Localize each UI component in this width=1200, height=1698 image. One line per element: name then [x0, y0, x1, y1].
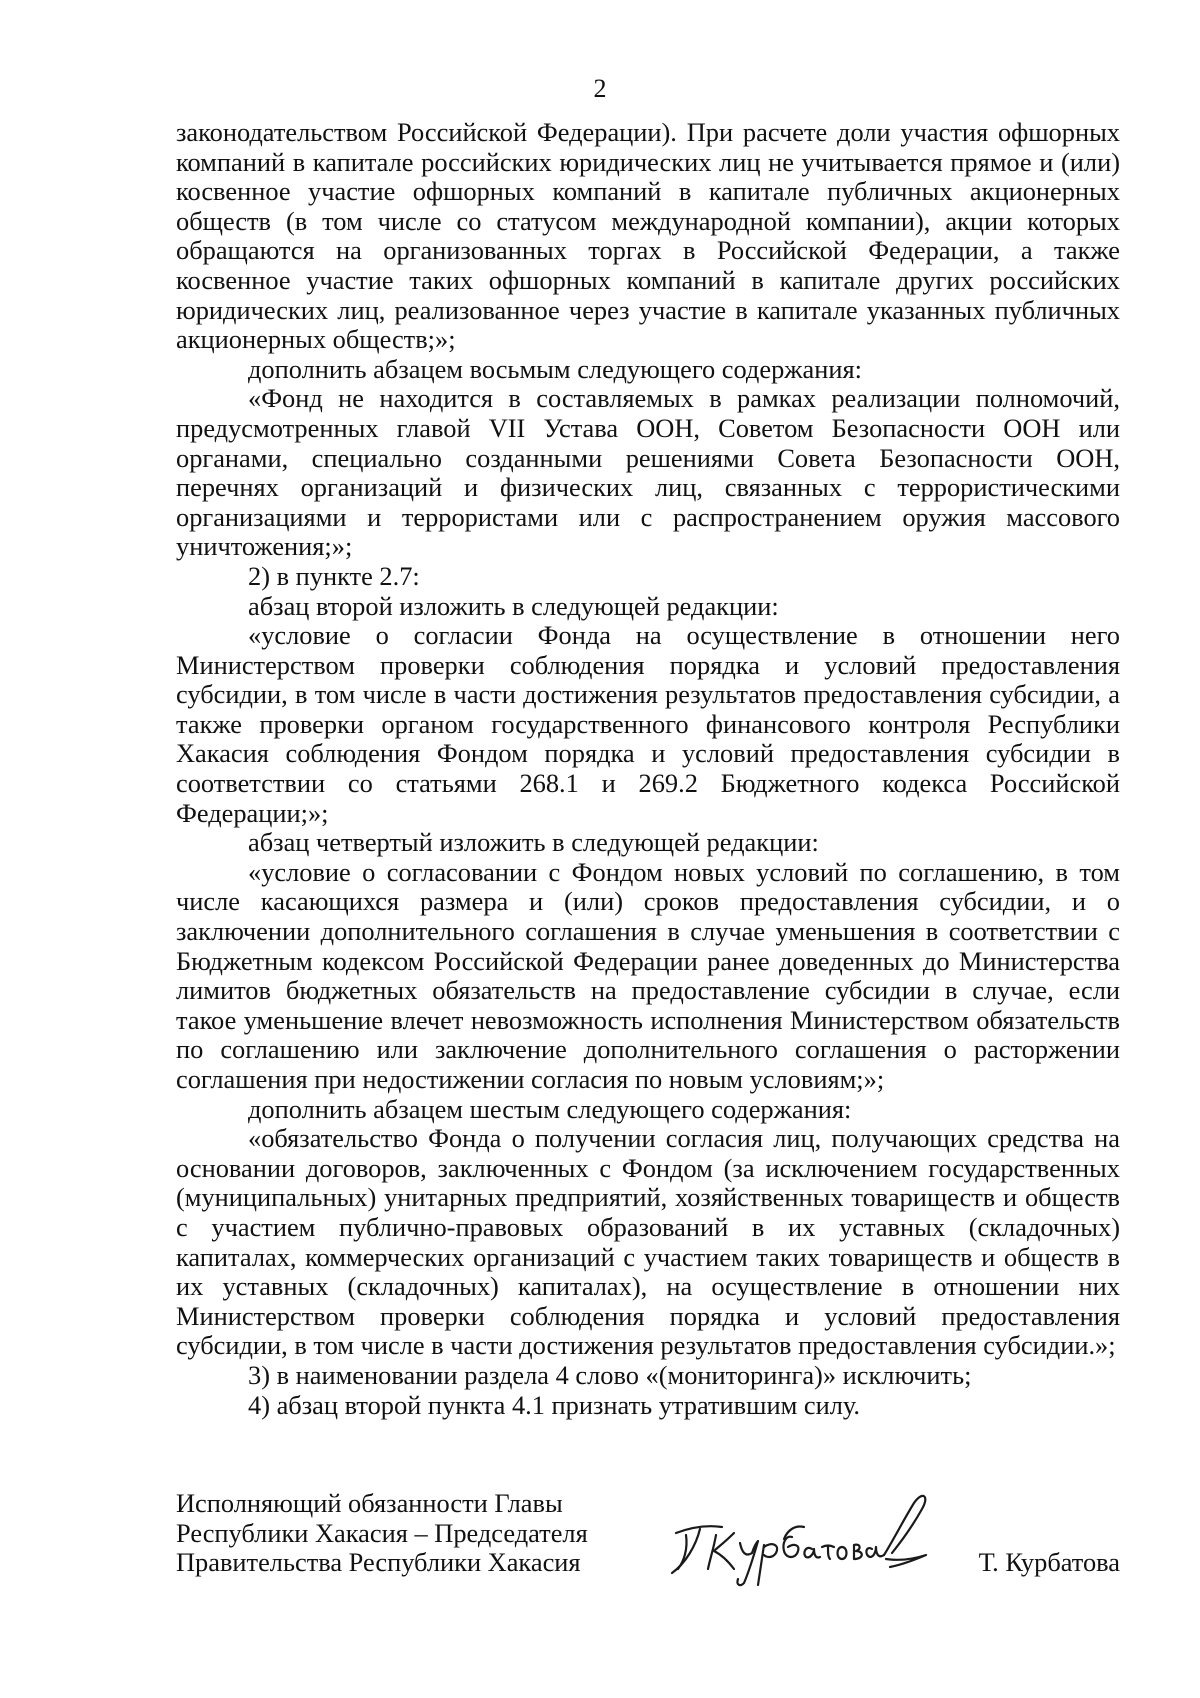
- page-number: 2: [593, 74, 607, 103]
- handwritten-signature: [664, 1489, 934, 1589]
- signature-block: [176, 1489, 1120, 1599]
- document-body: [176, 118, 1120, 1420]
- paragraph: абзац второй изложить в следующей редакции:: [248, 590, 779, 621]
- signer-title: [176, 1489, 588, 1578]
- paragraph: дополнить абзацем шестым следующего содержания:: [248, 1093, 852, 1124]
- paragraph: законодательством Российской Федерации). При расчете доли участия офшорных компаний в капитале российских юридических лиц не учитывается прямое и (или) косвенное участие офшорных компаний в капитале публичных акционерных обществ (в том числе со статусом международной компании), акции которых обращаются на организованных торгах в Российской Федерации, а также косвенное участие таких офшорных компаний в капитале других российских юридических лиц, реализованное через участие в капитале указанных публичных акционерных обществ;»;: [176, 117, 1120, 355]
- paragraph: абзац четвертый изложить в следующей редакции:: [248, 827, 819, 858]
- signer-title-line: Правительства Республики Хакасия: [176, 1547, 581, 1578]
- paragraph: дополнить абзацем восьмым следующего содержания:: [248, 353, 862, 384]
- paragraph: 2) в пункте 2.7:: [248, 560, 420, 591]
- paragraph: 3) в наименовании раздела 4 слово «(мониторинга)» исключить;: [248, 1359, 972, 1390]
- paragraph: «обязательство Фонда о получении согласия лиц, получающих средства на основании договоров, заключенных с Фондом (за исключением государственных (муниципальных) унитарных предприятий, хозяйственных товариществ и обществ с участием публично-правовых образований в их уставных (складочных) капиталах, коммерческих организаций с участием таких товариществ и обществ в их уставных (складочных) капиталах), на осуществление в отношении них Министерством проверки соблюдения порядка и условий предоставления субсидии, в том числе в части достижения результатов предоставления субсидии.»;: [176, 1123, 1120, 1361]
- signer-title-line: Исполняющий обязанности Главы: [176, 1488, 563, 1518]
- paragraph: 4) абзац второй пункта 4.1 признать утратившим силу.: [248, 1389, 861, 1420]
- signer-title-line: Республики Хакасия – Председателя: [176, 1517, 588, 1548]
- signer-name: Т. Курбатова: [978, 1547, 1120, 1577]
- paragraph: «условие о согласии Фонда на осуществление в отношении него Министерством проверки соблюдения порядка и условий предоставления субсидии, в том числе в части достижения результатов предоставления субсидии, а также проверки органом государственного финансового контроля Республики Хакасия соблюдения Фондом порядка и условий предоставления субсидии в соответствии со статьями 268.1 и 269.2 Бюджетного кодекса Российской Федерации;»;: [176, 620, 1120, 828]
- paragraph: «условие о согласовании с Фондом новых условий по соглашению, в том числе касающихся размера и (или) сроков предоставления субсидии, и о заключении дополнительного соглашения в случае уменьшения в соответствии с Бюджетным кодексом Российской Федерации ранее доведенных до Министерства лимитов бюджетных обязательств на предоставление субсидии в случае, если такое уменьшение влечет невозможность исполнения Министерством обязательств по соглашению или заключение дополнительного соглашения о расторжении соглашения при недостижении согласия по новым условиям;»;: [176, 856, 1120, 1094]
- paragraph: «Фонд не находится в составляемых в рамках реализации полномочий, предусмотренных главой VII Устава ООН, Советом Безопасности ООН или органами, специально созданными решениями Совета Безопасности ООН, перечнях организаций и физических лиц, связанных с террористическими организациями и террористами или с распространением оружия массового уничтожения;»;: [176, 383, 1120, 562]
